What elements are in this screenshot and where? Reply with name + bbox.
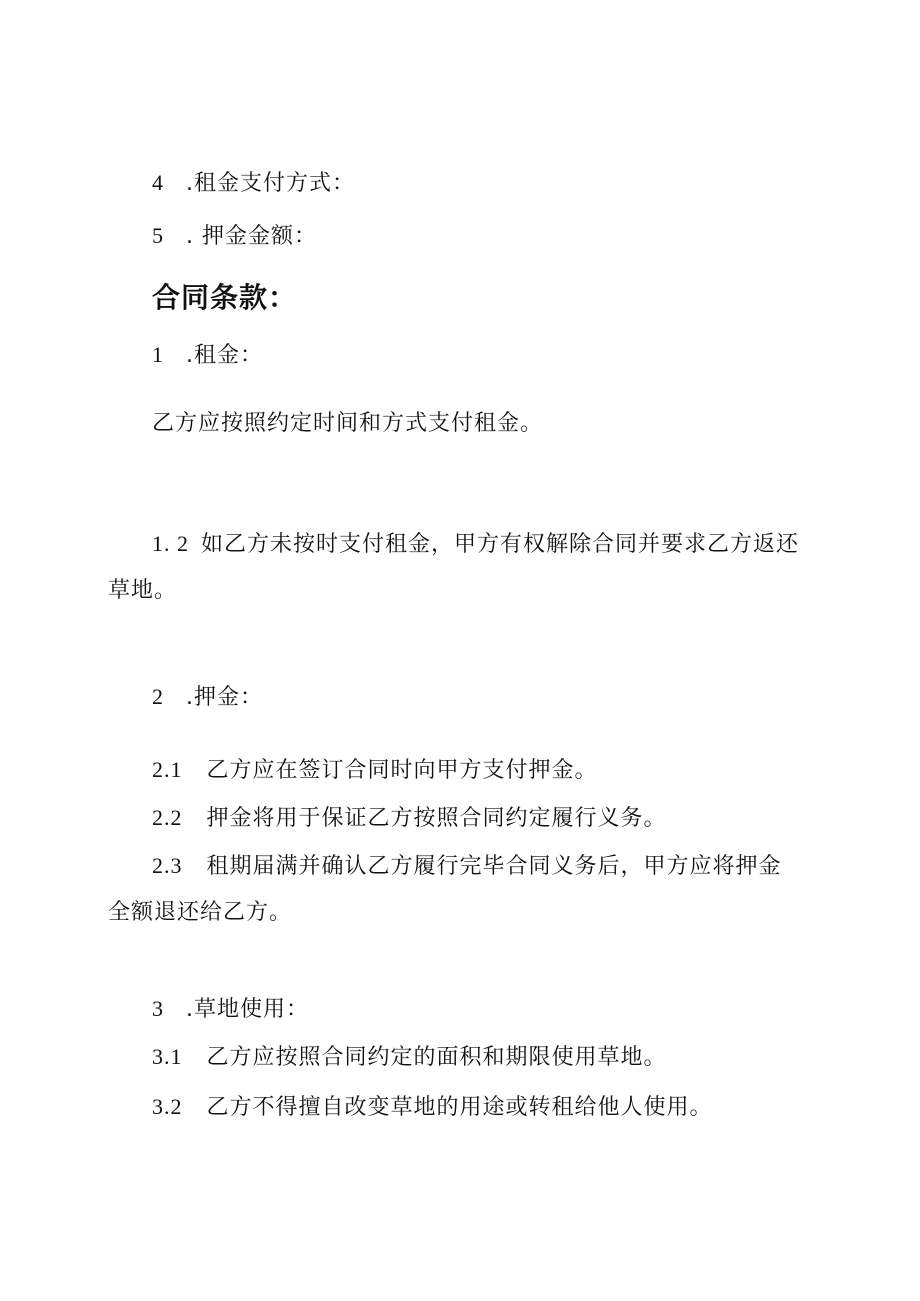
clause-3-title xyxy=(152,994,309,1025)
clause-number: 2.3 xyxy=(152,853,183,878)
clause-number: 2 xyxy=(152,684,164,709)
clause-1-paragraph-1: 乙方应按照约定时间和方式支付租金。 xyxy=(152,411,544,436)
clause-1-title xyxy=(152,340,263,371)
item-label: .租金支付方式： xyxy=(186,171,355,196)
clause-text: 押金将用于保证乙方按照合同约定履行义务。 xyxy=(206,806,667,831)
clause-3-1 xyxy=(152,1042,667,1073)
clause-text: 如乙方未按时支付租金，甲方有权解除合同并要求乙方返还 xyxy=(201,532,800,557)
clause-2-2 xyxy=(152,803,667,834)
clause-number: 3.2 xyxy=(152,1094,183,1119)
clause-title: .租金： xyxy=(186,343,263,368)
clause-2-title xyxy=(152,682,263,713)
clause-number: 1. 2 xyxy=(152,531,189,556)
clause-number: 1 xyxy=(152,342,164,367)
clause-number: 2.1 xyxy=(152,757,183,782)
clause-1-paragraph-2 xyxy=(152,529,799,560)
clause-number: 3 xyxy=(152,996,164,1021)
clause-2-3-continued: 全额退还给乙方。 xyxy=(108,900,293,925)
item-number: 4 xyxy=(152,170,164,195)
clause-3-2 xyxy=(152,1092,713,1123)
clause-number: 3.1 xyxy=(152,1044,183,1069)
clause-1-paragraph-2-continued: 草地。 xyxy=(108,578,178,603)
item-label: . 押金金额： xyxy=(186,224,317,249)
clause-text: 乙方应在签订合同时向甲方支付押金。 xyxy=(206,758,598,783)
clause-text: 租期届满并确认乙方履行完毕合同义务后，甲方应将押金 xyxy=(206,854,782,879)
item-number: 5 xyxy=(152,223,164,248)
clause-2-1 xyxy=(152,755,598,786)
clause-text: 乙方不得擅自改变草地的用途或转租给他人使用。 xyxy=(206,1095,713,1120)
item-rent-payment-method xyxy=(152,168,355,199)
clause-number: 2.2 xyxy=(152,805,183,830)
clause-2-3 xyxy=(152,851,782,882)
clause-title: .押金： xyxy=(186,685,263,710)
section-heading: 合同条款： xyxy=(152,281,298,314)
clause-text: 乙方应按照合同约定的面积和期限使用草地。 xyxy=(206,1045,667,1070)
item-deposit-amount xyxy=(152,221,317,252)
clause-title: .草地使用： xyxy=(186,997,309,1022)
